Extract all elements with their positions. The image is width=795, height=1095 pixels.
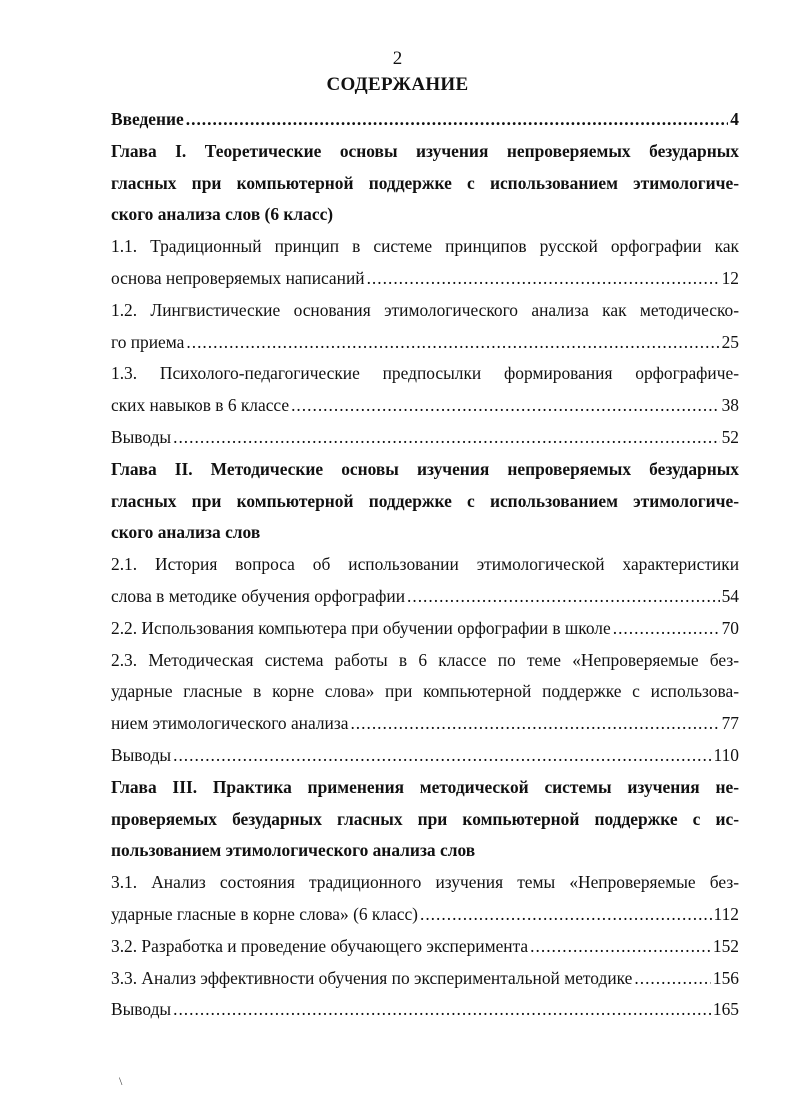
toc-page-number: 152 bbox=[712, 935, 739, 956]
toc-entry-1-3 bbox=[111, 390, 739, 422]
toc-section-2-3-line: 2.3. Методическая система работы в 6 классе по теме «Непроверяемые без- bbox=[111, 649, 739, 670]
toc-entry-title: 2.2. Использования компьютера при обучении орфографии в школе bbox=[111, 617, 611, 638]
chapter-3-heading-line: пользованием этимологического анализа слов bbox=[111, 840, 476, 861]
toc-entry-conclusions-3 bbox=[111, 994, 739, 1026]
toc-page-number: 38 bbox=[721, 395, 739, 416]
dot-leader bbox=[173, 422, 720, 454]
toc-entry-title: Выводы bbox=[111, 744, 172, 765]
table-of-contents bbox=[111, 104, 739, 1026]
toc-page-number: 110 bbox=[713, 744, 739, 765]
dot-leader bbox=[173, 740, 711, 772]
toc-page-number: 52 bbox=[721, 426, 739, 447]
toc-entry-title: Выводы bbox=[111, 426, 172, 447]
dot-leader bbox=[186, 327, 719, 359]
toc-page-number: 12 bbox=[721, 267, 739, 288]
chapter-1-heading-line: Глава I. Теоретические основы изучения непроверяемых безударных bbox=[111, 140, 739, 161]
toc-entry-3-1 bbox=[111, 899, 739, 931]
dot-leader bbox=[367, 263, 720, 295]
toc-entry-title: ударные гласные в корне слова» (6 класс) bbox=[111, 903, 418, 924]
chapter-1-heading-line: ского анализа слов (6 класс) bbox=[111, 204, 334, 225]
toc-entry-title: 3.2. Разработка и проведение обучающего эксперимента bbox=[111, 935, 529, 956]
toc-entry-2-3 bbox=[111, 708, 739, 740]
chapter-1-heading-line: гласных при компьютерной поддержке с использованием этимологиче- bbox=[111, 172, 739, 193]
dot-leader bbox=[186, 104, 729, 136]
toc-page-number: 4 bbox=[730, 109, 739, 129]
toc-section-2-3-line: ударные гласные в корне слова» при компьютерной поддержке с использова- bbox=[111, 681, 739, 702]
toc-entry-title: Выводы bbox=[111, 999, 172, 1020]
toc-entry-title: ских навыков в 6 классе bbox=[111, 395, 290, 416]
chapter-2-heading-line: гласных при компьютерной поддержке с использованием этимологиче- bbox=[111, 490, 739, 511]
toc-entry-title: го приема bbox=[111, 331, 185, 352]
chapter-3-heading-line: проверяемых безударных гласных при компьютерной поддержке с ис- bbox=[111, 808, 739, 829]
chapter-2-heading-line: ского анализа слов bbox=[111, 522, 261, 543]
toc-entry-intro bbox=[111, 104, 739, 136]
dot-leader bbox=[634, 963, 711, 995]
toc-section-1-3-line: 1.3. Психолого-педагогические предпосылки формирования орфографиче- bbox=[111, 363, 739, 384]
toc-page-number: 70 bbox=[721, 617, 739, 638]
dot-leader bbox=[173, 994, 711, 1026]
dot-leader bbox=[613, 613, 720, 645]
chapter-3-heading-line: Глава III. Практика применения методической системы изучения не- bbox=[111, 776, 739, 797]
chapter-2-heading-line: Глава II. Методические основы изучения непроверяемых безударных bbox=[111, 458, 739, 479]
toc-section-2-1-line: 2.1. История вопроса об использовании этимологической характеристики bbox=[111, 554, 739, 575]
dot-leader bbox=[530, 931, 711, 963]
toc-entry-title: основа непроверяемых написаний bbox=[111, 267, 365, 288]
toc-entry-title: 3.3. Анализ эффективности обучения по экспериментальной методике bbox=[111, 967, 633, 988]
toc-entry-conclusions-1 bbox=[111, 422, 739, 454]
toc-section-1-1-line: 1.1. Традиционный принцип в системе принципов русской орфографии как bbox=[111, 236, 739, 257]
page-number: 2 bbox=[392, 48, 403, 69]
dot-leader bbox=[291, 390, 720, 422]
toc-entry-2-1 bbox=[111, 581, 739, 613]
toc-entry-1-2 bbox=[111, 327, 739, 359]
dot-leader bbox=[407, 581, 720, 613]
toc-page-number: 165 bbox=[712, 999, 739, 1020]
page-title: СОДЕРЖАНИЕ bbox=[326, 74, 469, 95]
toc-page-number: 112 bbox=[713, 903, 739, 924]
toc-page-number: 25 bbox=[721, 331, 739, 352]
dot-leader bbox=[420, 899, 712, 931]
toc-section-3-1-line: 3.1. Анализ состояния традиционного изучения темы «Непроверяемые без- bbox=[111, 872, 739, 893]
scan-artifact-mark: \ bbox=[119, 1074, 123, 1088]
toc-entry-title: слова в методике обучения орфографии bbox=[111, 585, 406, 606]
toc-entry-title: нием этимологического анализа bbox=[111, 713, 349, 734]
toc-entry-3-2 bbox=[111, 931, 739, 963]
toc-entry-1-1 bbox=[111, 263, 739, 295]
toc-page-number: 156 bbox=[712, 967, 739, 988]
toc-entry-3-3 bbox=[111, 963, 739, 995]
toc-entry-conclusions-2 bbox=[111, 740, 739, 772]
dot-leader bbox=[350, 708, 719, 740]
toc-entry-2-2 bbox=[111, 613, 739, 645]
toc-section-1-2-line: 1.2. Лингвистические основания этимологического анализа как методическо- bbox=[111, 299, 739, 320]
toc-page-number: 77 bbox=[721, 713, 739, 734]
toc-page-number: 54 bbox=[721, 585, 739, 606]
toc-entry-title: Введение bbox=[111, 109, 184, 129]
